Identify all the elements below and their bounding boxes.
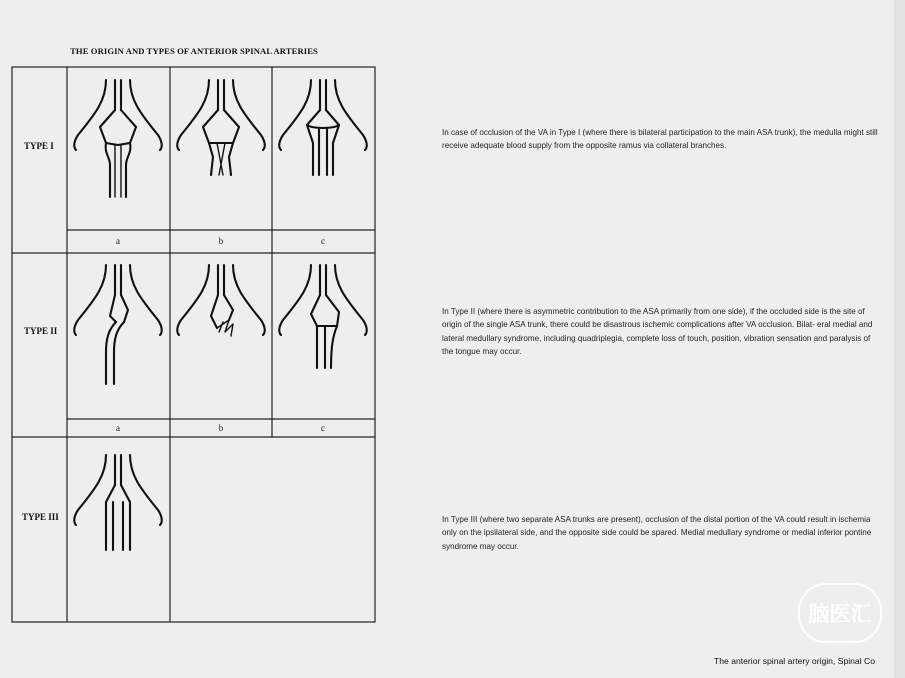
vessel-drawing-type-1c bbox=[279, 80, 366, 175]
col-label-2b: b bbox=[218, 423, 224, 433]
vessel-drawing-type-1a bbox=[74, 80, 161, 197]
col-label-2c: c bbox=[321, 423, 325, 433]
row-label-type-1: TYPE I bbox=[24, 141, 54, 151]
watermark-logo: 脑医汇 bbox=[798, 583, 882, 643]
figure-grid bbox=[12, 67, 375, 622]
row-label-type-2: TYPE II bbox=[24, 326, 58, 336]
col-label-2a: a bbox=[116, 423, 120, 433]
col-label-1b: b bbox=[218, 236, 224, 246]
note-type-2: In Type II (where there is asymmetric contribution to the ASA primarily from one side), if the occluded side is the site of origin of the single ASA trunk, there could be disastrous ischemic complications after VA occlusion. Bilat- eral medial and lateral medullary syndrome, including quadriplegia, complete loss of touch, position, vibration sensation and paralysis of the tongue may occur. bbox=[442, 307, 873, 357]
vessel-drawing-type-2a bbox=[74, 265, 161, 384]
vessel-drawing-type-3 bbox=[74, 455, 161, 550]
note-type-3: In Type III (where two separate ASA trunks are present), occlusion of the distal portion of the VA could result in ischemia only on the ipsilateral side, and the opposite side could be spared. Medial medullary syndrome or medial inferior pontine syndrome may occur. bbox=[442, 515, 872, 551]
vessel-drawing-type-1b bbox=[177, 80, 264, 175]
col-label-1a: a bbox=[116, 236, 120, 246]
note-type-1: In case of occlusion of the VA in Type I (where there is bilateral participation to the main ASA trunk), the medulla might still receive adequate blood supply from the opposite ramus via collateral branches. bbox=[442, 128, 878, 151]
figure-title: THE ORIGIN AND TYPES OF ANTERIOR SPINAL ARTERIES bbox=[70, 46, 318, 56]
col-label-1c: c bbox=[321, 236, 325, 246]
row-label-type-3: TYPE III bbox=[22, 512, 59, 522]
slide-footer: The anterior spinal artery origin, Spinal Co bbox=[714, 656, 875, 666]
vessel-drawing-type-2b bbox=[177, 265, 264, 336]
vessel-drawing-type-2c bbox=[279, 265, 366, 368]
